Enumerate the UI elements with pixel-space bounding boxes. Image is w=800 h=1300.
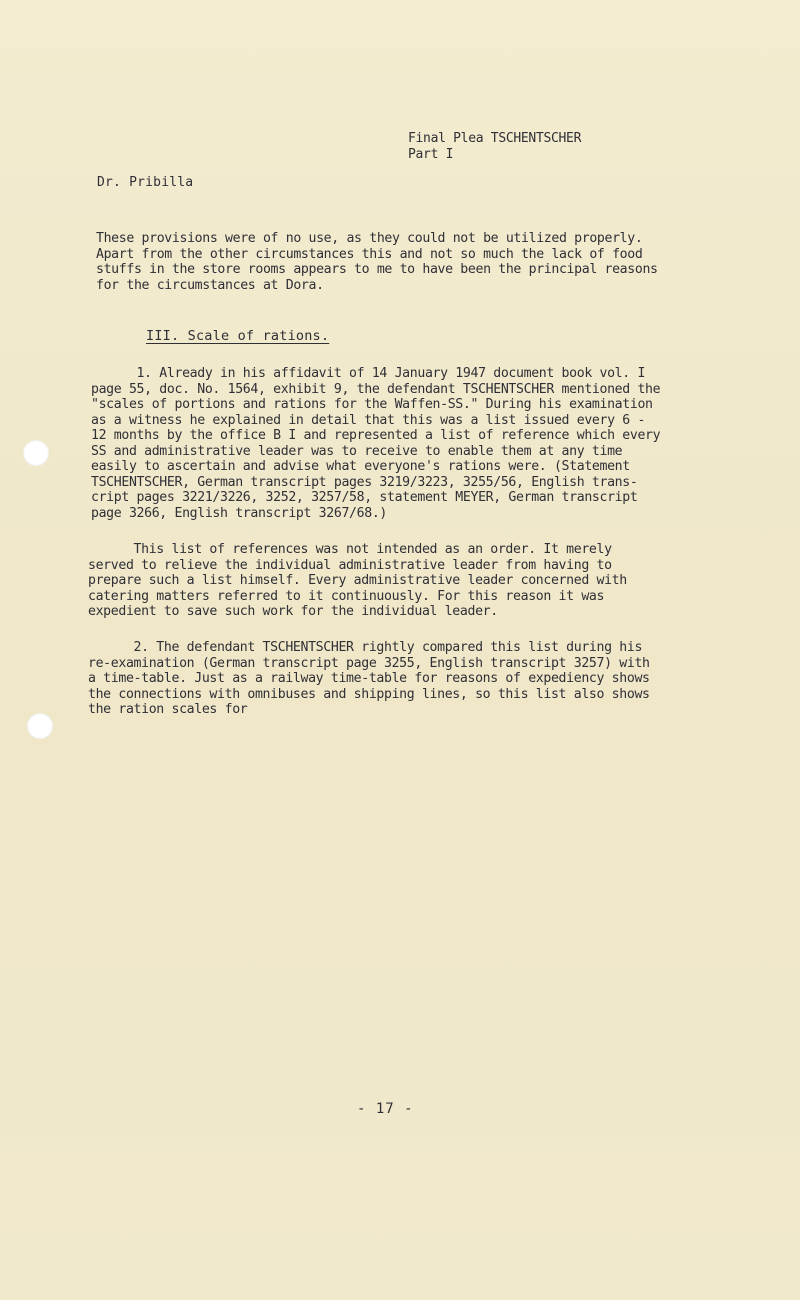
text-line: Apart from the other circumstances this and not so much the lack of food — [96, 246, 643, 262]
text-line: the ration scales for — [88, 702, 248, 717]
document-header — [408, 131, 581, 163]
text-line: expedient to save such work for the individual leader. — [88, 604, 498, 619]
text-line: for the circumstances at Dora. — [96, 277, 324, 293]
paragraph-affidavit — [91, 366, 660, 521]
text-line: a time-table. Just as a railway time-table for reasons of expediency shows — [88, 671, 650, 686]
text-line: SS and administrative leader was to receive to enable them at any time — [91, 443, 623, 459]
section-heading: III. Scale of rations. — [146, 328, 330, 344]
text-line: 1. Already in his affidavit of 14 January 1947 document book vol. I — [91, 366, 646, 381]
text-line: page 3266, English transcript 3267/68.) — [91, 505, 387, 521]
text-line: TSCHENTSCHER, German transcript pages 3219/3223, 3255/56, English trans- — [91, 474, 638, 490]
page-number: - 17 - — [357, 1101, 414, 1117]
header-title: Final Plea TSCHENTSCHER — [408, 131, 582, 146]
text-line: served to relieve the individual administrative leader from having to — [88, 557, 612, 573]
text-line: This list of references was not intended as an order. It merely — [88, 542, 612, 557]
text-line: 2. The defendant TSCHENTSCHER rightly compared this list during his — [88, 640, 643, 655]
text-line: prepare such a list himself. Every administrative leader concerned with — [88, 573, 627, 588]
text-line: stuffs in the store rooms appears to me to have been the principal reasons — [96, 262, 658, 277]
header-part: Part I — [408, 147, 454, 162]
text-line: These provisions were of no use, as they could not be utilized properly. — [96, 231, 643, 246]
text-line: as a witness he explained in detail that this was a list issued every 6 - — [91, 412, 646, 428]
paragraph-time-table — [88, 640, 650, 718]
text-line: catering matters referred to it continuously. For this reason it was — [88, 588, 605, 604]
text-line: re-examination (German transcript page 3255, English transcript 3257) with — [88, 655, 650, 671]
paragraph-list-of-references — [88, 542, 627, 620]
text-line: page 55, doc. No. 1564, exhibit 9, the defendant TSCHENTSCHER mentioned the — [91, 381, 661, 397]
text-line: the connections with omnibuses and shipping lines, so this list also shows — [88, 686, 650, 702]
text-line: cript pages 3221/3226, 3252, 3257/58, statement MEYER, German transcript — [91, 490, 638, 505]
punch-hole — [27, 713, 53, 739]
text-line: 12 months by the office B I and represented a list of reference which every — [91, 428, 661, 443]
paragraph-provisions — [96, 231, 658, 293]
attorney-name: Dr. Pribilla — [97, 175, 194, 190]
text-line: "scales of portions and rations for the Waffen-SS." During his examination — [91, 397, 653, 412]
punch-hole — [23, 440, 49, 466]
text-line: easily to ascertain and advise what everyone's rations were. (Statement — [91, 459, 630, 474]
